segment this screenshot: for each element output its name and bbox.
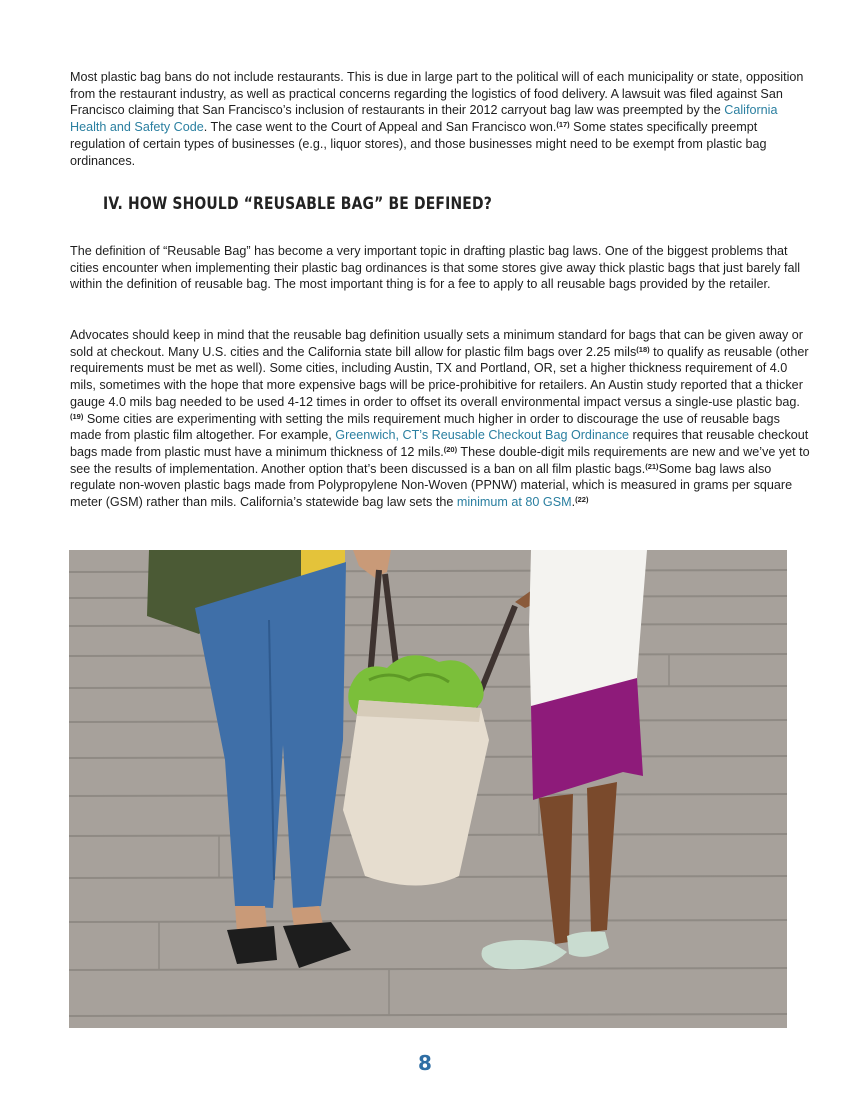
text-run: . The case went to the Court of Appeal and San Francisco won.	[203, 120, 557, 135]
text-run: Some states specifically preempt regulation of certain types of businesses (e.g., liquor stores), and those businesses might need to be exempt from plastic bag ordinances.	[70, 120, 767, 168]
paragraph-restaurants	[70, 69, 812, 169]
section-heading: IV. HOW SHOULD “REUSABLE BAG” BE DEFINED?	[103, 194, 492, 214]
text-run: to qualify as reusable (other requirements must be met as well). Some cities, including Austin, TX and Portland, OR, set a higher thickness requirement of 4.0 mils, sometimes with the hope that more expensive bags will be price-prohibitive for retailers. An Austin study reported that a thicker gauge 4.0 mils bag needed to be used 4-12 times in order to offset its overall environmental impact versus a single-use plastic bag.	[70, 344, 809, 409]
text-run: requires that reusable checkout bags made from plastic must have a minimum thickness of 12 mils.	[70, 428, 809, 459]
footnote-19: (19)	[70, 411, 84, 421]
text-run: Advocates should keep in mind that the reusable bag definition usually sets a minimum standard for bags that can be given away or sold at checkout. Many U.S. cities and the California state bill allow for plastic film bags over 2.25 mils	[70, 328, 803, 359]
footnote-20: (20)	[443, 444, 458, 454]
link-minimum-80-gsm[interactable]: minimum at 80 GSM	[456, 495, 572, 510]
footnote-21: (21)	[645, 461, 659, 471]
photo-reusable-bag	[69, 550, 787, 1028]
page-number: 8	[418, 1051, 432, 1075]
paragraph-thickness	[70, 327, 812, 511]
footnote-17: (17)	[556, 120, 570, 130]
text-run: These double-digit mils requirements are new and we’ve yet to see the results of implementation. Another option that’s been discussed is a ban on all film plastic bags.	[70, 444, 810, 476]
text-run: Most plastic bag bans do not include restaurants. This is due in large part to the political will of each municipality or state, opposition from the restaurant industry, as well as practical concerns regarding the logistics of food delivery. A lawsuit was filed against San Francisco claiming that San Francisco’s inclusion of restaurants in their 2012 carryout bag law was preempted by the	[70, 70, 804, 118]
footnote-18: (18)	[636, 344, 650, 354]
text-run: Some bag laws also regulate non-woven plastic bags made from Polypropylene Non-Woven (PPNW) material, which is measured in grams per square meter (GSM) rather than mils. California’s statewide bag law sets the	[70, 461, 793, 510]
text-run: .	[571, 495, 576, 510]
paragraph-definition	[70, 243, 812, 293]
link-greenwich-ordinance[interactable]: Greenwich, CT’s Reusable Checkout Bag Ordinance	[335, 428, 630, 443]
text-run: The definition of “Reusable Bag” has become a very important topic in drafting plastic bag laws. One of the biggest problems that cities encounter when implementing their plastic bag ordinances is that some stores give away thick plastic bags that just barely fall within the definition of reusable bag. The most important thing is for a fee to apply to all reusable bags provided by the retailer.	[70, 244, 801, 292]
footnote-22: (22)	[575, 495, 589, 505]
text-run: Some cities are experimenting with setting the mils requirement much higher in order to discourage the use of reusable bags made from plastic film altogether. For example,	[70, 411, 780, 443]
link-california-health-safety-code[interactable]: California Health and Safety Code	[70, 103, 778, 135]
